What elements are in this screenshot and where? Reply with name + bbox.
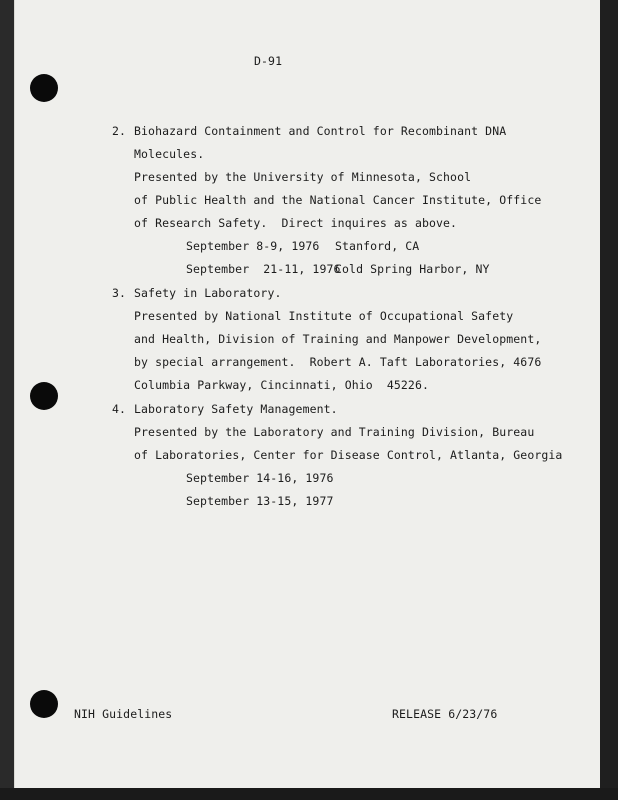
item-number: 3.: [112, 286, 127, 300]
session-date: September 21-11, 1976: [186, 262, 341, 276]
item-number: 2.: [112, 124, 127, 138]
session-location: Cold Spring Harbor, NY: [335, 262, 490, 276]
item-line: Presented by National Institute of Occupational Safety: [134, 309, 514, 323]
item-line: Presented by the University of Minnesota, School: [134, 170, 472, 184]
binder-hole-bottom: [30, 690, 58, 718]
item-line: by special arrangement. Robert A. Taft Laboratories, 4676: [134, 355, 542, 369]
item-line: Laboratory Safety Management.: [134, 402, 338, 416]
item-line: Biohazard Containment and Control for Recombinant DNA: [134, 124, 507, 138]
document-page: [14, 0, 605, 790]
page-number: D-91: [254, 54, 283, 68]
session-date: September 8-9, 1976: [186, 239, 320, 253]
item-number: 4.: [112, 402, 127, 416]
item-line: Safety in Laboratory.: [134, 286, 282, 300]
scan-edge-bottom: [0, 788, 618, 800]
item-line: and Health, Division of Training and Manpower Development,: [134, 332, 542, 346]
item-line: Columbia Parkway, Cincinnati, Ohio 45226.: [134, 378, 429, 392]
footer-right: RELEASE 6/23/76: [392, 707, 498, 721]
scan-edge-right: [600, 0, 618, 800]
item-line: of Research Safety. Direct inquires as above.: [134, 216, 458, 230]
binder-hole-top: [30, 74, 58, 102]
footer-left: NIH Guidelines: [74, 707, 173, 721]
item-line: Presented by the Laboratory and Training Division, Bureau: [134, 425, 535, 439]
item-line: of Public Health and the National Cancer Institute, Office: [134, 193, 542, 207]
item-line: of Laboratories, Center for Disease Control, Atlanta, Georgia: [134, 448, 563, 462]
session-location: Stanford, CA: [335, 239, 420, 253]
session-date: September 13-15, 1977: [186, 494, 334, 508]
binder-hole-middle: [30, 382, 58, 410]
item-line: Molecules.: [134, 147, 205, 161]
session-date: September 14-16, 1976: [186, 471, 334, 485]
